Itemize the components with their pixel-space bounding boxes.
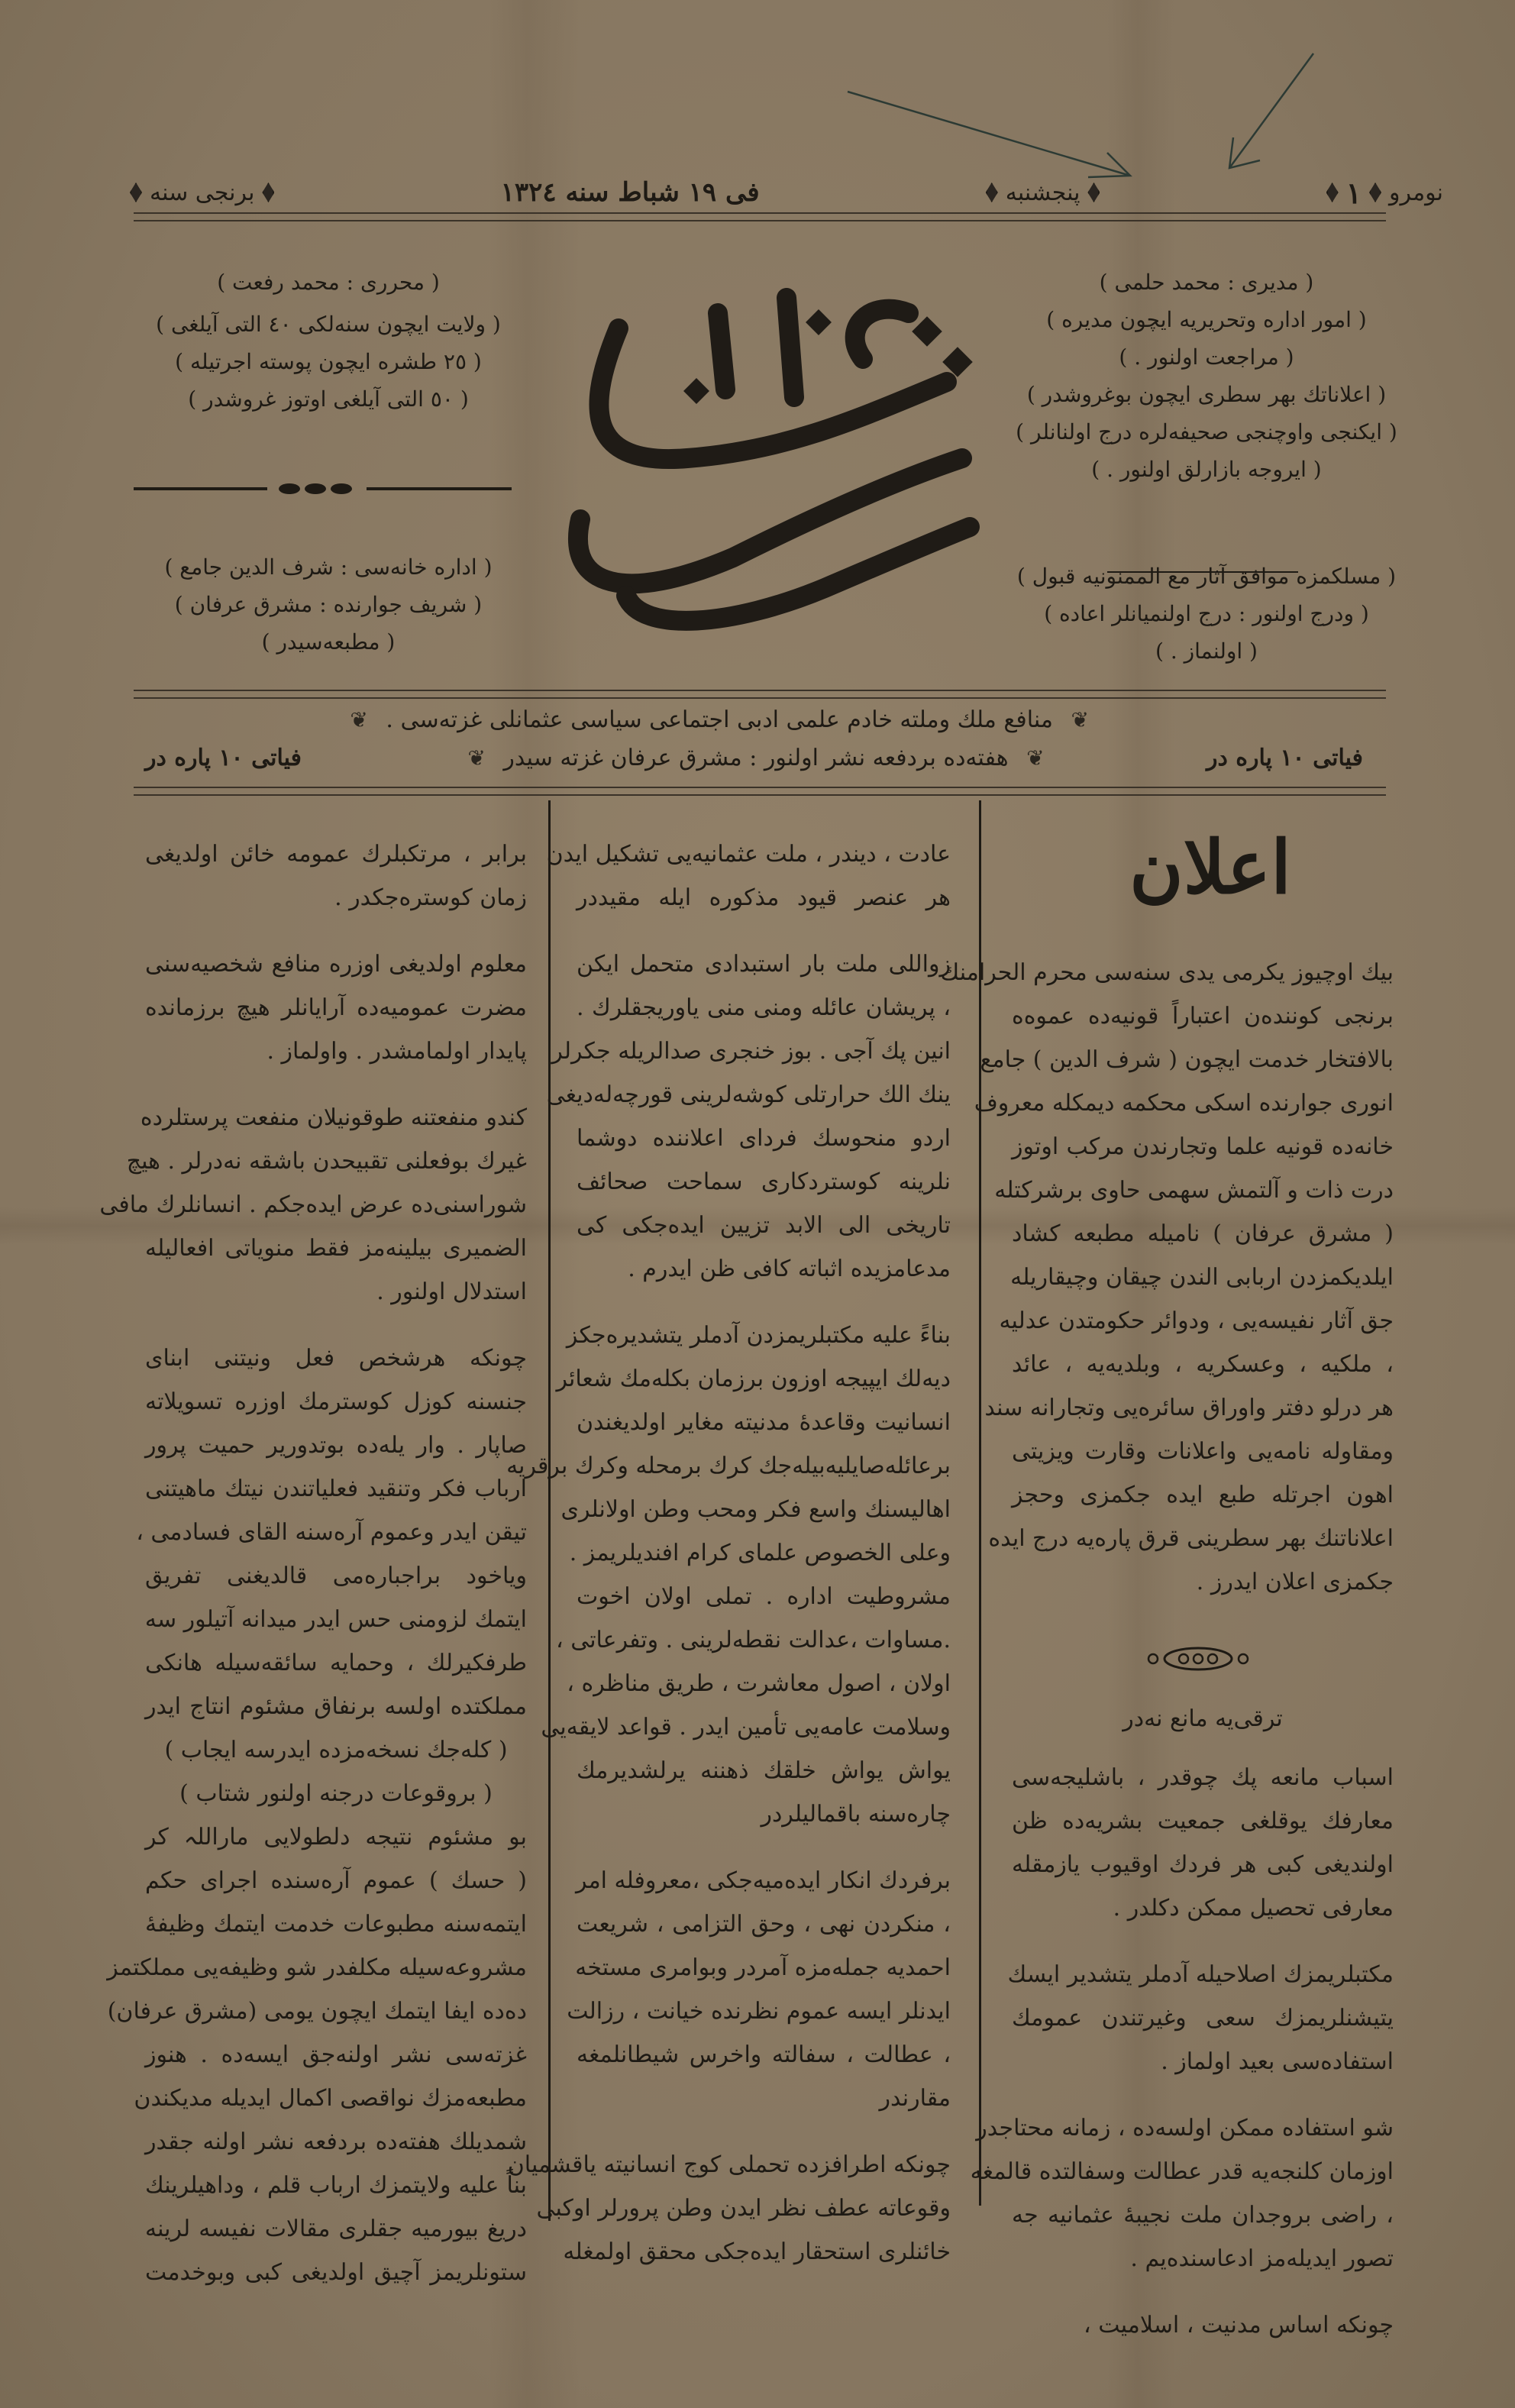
text-line: ستونلریمز آچیق اولدیغی کبی وبوخدمت <box>145 2259 527 2286</box>
text-line: اردو منحوسك فردای اعلاننده دوشما <box>577 1125 951 1152</box>
text-line: غزته‌سی نشر اولنه‌جق ایسه‌ده . هنوز <box>145 2041 527 2068</box>
text-line: ایدنلر ایسه عموم نظرنده خیانت ، رزالت <box>567 1998 951 2025</box>
left-column <box>99 832 527 2317</box>
left-paragraph <box>145 942 527 1073</box>
text-line: درت ذات و آلتمش سهمی حاوی برشرکتله <box>994 1177 1394 1204</box>
text-line: دیه‌لك ایپیجه اوزون برزمان بکله‌مك شعائر <box>556 1366 951 1392</box>
issue-number-label: نومرو <box>1389 179 1443 206</box>
text-line: پایدار اولمامشدر . واولماز . <box>266 1038 527 1065</box>
text-line: تیقن ایدر وعموم آره‌سنه القای فسادمی ، <box>136 1519 527 1546</box>
flourish-ornament-icon: ❦ <box>1026 745 1045 771</box>
issue-number <box>1326 176 1443 210</box>
article-title-text: ترقی‌یه مانع نه‌در <box>1123 1705 1283 1732</box>
verse-line: ( کله‌جك نسخه‌مزده ایدرسه ایجاب ) <box>164 1737 508 1763</box>
column-divider-left <box>548 800 551 2221</box>
left-paragraph <box>145 832 527 920</box>
text-line: بو مشئوم نتیجه دلطولایی ماراللہ کر <box>145 1824 527 1850</box>
left-ornamental-divider <box>367 487 512 490</box>
text-line: ( مشرق عرفان ) نامیله مطبعه کشاد <box>1012 1220 1394 1247</box>
text-line: معارفك یوقلغی جمعیت بشریه‌ده ظن <box>1012 1808 1394 1834</box>
text-line: ، راضی بروجدان ملت نجیبهٔ عثمانیه جه <box>1012 2202 1394 2229</box>
text-line: مکتبلریمزك اصلاحیله آدملر یتشدیر ایسك <box>1007 1961 1394 1988</box>
text-line: ویاخود براجباره‌می قالدیغنی تفریق <box>145 1563 527 1589</box>
office-location-line: ( اداره خانه‌سی : شرف الدین جامع ) <box>164 554 493 580</box>
issue-date <box>501 177 760 208</box>
middle-paragraph <box>506 1314 951 1836</box>
text-line: نلرینه کوستردکاری سماحت صحائف <box>577 1168 951 1195</box>
article-title <box>1012 1697 1394 1741</box>
press-line: ( مطبعه‌سیدر ) <box>261 629 396 655</box>
left-address-block <box>130 548 527 661</box>
text-line: اسباب مانعه پك چوقدر ، باشلیجه‌سی <box>1012 1764 1394 1791</box>
text-line: اوزمان کلنجه‌یه قدر عطالت وسفالتده قالمغه <box>970 2158 1394 2185</box>
text-line: چاره‌سنه باقمالیلردر <box>761 1801 951 1828</box>
date-text: فی ١٩ شباط سنه ١٣٢٤ <box>500 177 760 208</box>
header-double-rule <box>134 212 1386 221</box>
left-info-block <box>130 263 527 418</box>
text-line: مدعامزیده اثباته کافی ظن ایدرم . <box>628 1256 951 1282</box>
left-centered-verse <box>145 1728 527 1815</box>
text-line: استفاده‌سی بعید اولماز . <box>1161 2048 1394 2075</box>
correspondence-line-1: ( امور اداره وتحریریه ایچون مدیره ) <box>1046 307 1367 332</box>
left-paragraph <box>107 1815 527 2294</box>
text-line: شو استفاده ممکن اولسه‌ده ، زمانه محتاجدر <box>976 2115 1394 2141</box>
text-line: وعلی الخصوص علمای کرام افندیلریمز . <box>569 1540 951 1566</box>
text-line: استدلال اولنور . <box>376 1278 527 1305</box>
text-line: هر عنصر قیود مذکوره ایله مقیددر <box>577 884 951 911</box>
text-line: هر درلو دفتر واوراق سائره‌یی وتجارانه سند <box>984 1395 1394 1421</box>
pencil-arrow-annotation-right <box>1199 46 1321 176</box>
text-line: بالافتخار خدمت ایچون ( شرف الدین ) جامع <box>980 1046 1394 1073</box>
text-line: صاپار . وار یله‌ده بوتدوریر حمیت پرور <box>145 1432 527 1459</box>
text-line: .مساوات ،عدالت نقطه‌لرینی . وتفرعاتی ، <box>555 1627 951 1653</box>
issue-year <box>130 179 274 206</box>
text-line: ایلدیکمزدن اربابی الندن چیقان وچیقاریله <box>1010 1264 1394 1291</box>
middle-paragraph <box>507 2143 951 2274</box>
text-line: چونکه اساس مدنیت ، اسلامیت ، <box>1084 2312 1394 2339</box>
masthead-calligraphy <box>535 267 993 664</box>
weekday-text: پنجشنبه <box>1005 179 1081 206</box>
subscription-annual-line: ( ولایت ایچون سنه‌لکی ٤٠ التی آیلغی ) <box>156 312 501 337</box>
text-line: یتیشنلریمزك سعی وغیرتندن عمومك <box>1012 2005 1394 2031</box>
text-line: ایتمه‌سنه مطبوعات خدمت ایتمك وظیفهٔ <box>145 1911 527 1938</box>
knot-ornament-icon <box>331 483 352 494</box>
text-line: اهالیسنك واسع فکر ومحب وطن اولانلری <box>560 1496 951 1523</box>
ad-rate-line: ( اعلاناتك بهر سطری ایچون بوغروشدر ) <box>1026 382 1387 407</box>
text-line: انوری جوارنده اسکی محکمه دیمکله معروف <box>974 1090 1394 1117</box>
issue-meta-row <box>130 170 1443 215</box>
text-line: تاریخی الی الابد تزیین ایده‌جکی کی <box>577 1212 951 1239</box>
text-line: انسانیت وقاعدهٔ مدنیته مغایر اولدیغندن <box>577 1409 951 1436</box>
text-line: برنجی كوننده‌ن اعتباراً قونیه‌ده عموه‌ه <box>1012 1003 1394 1029</box>
flourish-ornament-icon: ❦ <box>350 707 368 732</box>
left-paragraph <box>136 1337 527 1728</box>
diamond-ornament-icon <box>1087 183 1100 202</box>
text-line: اولان ، اصول معاشرت ، طریق مناظره ، <box>567 1670 951 1697</box>
middle-paragraph <box>546 942 951 1291</box>
text-line: ایتمك لزومنی حس ایدر میدانه آتیلور سه <box>144 1606 527 1633</box>
text-line: معلوم اولدیغی اوزره منافع شخصیه‌سنی <box>145 951 527 978</box>
price-left: فیاتی ١٠ پاره در <box>145 745 302 771</box>
announcement-paragraph <box>940 951 1394 1604</box>
text-line: زمان کوستره‌جکدر . <box>334 884 527 911</box>
text-line: ارباب فکر وتنقید فعلیاتندن نیتك ماهیتنی <box>145 1476 527 1502</box>
text-line: مطبعه‌مزك نواقصی اکمال ایدیله مدیکندن <box>134 2085 527 2112</box>
text-line: ( حسك ) عموم آره‌سنده اجرای حکم <box>145 1867 527 1894</box>
submissions-line-3: ( اولنماز . ) <box>1155 638 1258 664</box>
diamond-ornament-icon <box>1326 183 1339 202</box>
article-paragraph <box>970 2106 1394 2280</box>
text-line: برابر ، مرتکبلرك عمومه خائن اولدیغی <box>145 841 527 868</box>
body-top-rule <box>134 787 1386 796</box>
subscription-postal-line: ( ٢٥ طشره ایچون پوسته اجرتیله ) <box>175 349 482 374</box>
text-line: چونکه هرشخص فعل ونیتنی ابنای <box>145 1345 527 1372</box>
text-line: بناً علیه ولایتمزك ارباب قلم ، وداهیلرینك <box>145 2172 527 2199</box>
article-paragraph <box>1012 2303 1394 2347</box>
text-line: ده‌ده ایفا ایتمك ایچون یومی (مشرق عرفان) <box>107 1998 527 2025</box>
text-line: خانه‌ده قونیه علما وتجارندن مرکب اوتوز <box>1012 1133 1394 1160</box>
text-line: بیك اوچیوز یکرمی یدی سنه‌سی محرم الحرامنك <box>940 959 1394 986</box>
diamond-ornament-icon <box>262 183 274 202</box>
text-line: اعلاناتنك بهر سطرینی قرق پاره‌یه درج ایده <box>988 1525 1394 1552</box>
text-line: مقارندر <box>879 2085 951 2112</box>
text-line: ومقاوله نامه‌یی واعلانات وقارت ویزیتی <box>1012 1438 1394 1465</box>
text-line: بناءً علیه مکتبلریمزدن آدملر یتشدیره‌جکز <box>566 1322 951 1349</box>
text-line: الضمیری بیلینه‌مز فقط منویاتی افعالیله <box>145 1235 527 1262</box>
text-line: جکمزی اعلان ایدرز . <box>1196 1569 1394 1595</box>
verse-line: ( بروقوعات درجنه اولنور شتاب ) <box>179 1780 493 1807</box>
text-line: اولندیغی کبی هر فردك اوقیوب یازمقله <box>1012 1851 1394 1878</box>
text-line: مشروطیت اداره . تملی اولان اخوت <box>577 1583 951 1610</box>
text-line: مملکتده اولسه برنفاق مشئوم انتاج ایدر <box>145 1693 527 1720</box>
article-paragraph <box>1007 1953 1394 2083</box>
issue-number-value: ١ <box>1345 175 1362 210</box>
left-ornamental-divider <box>134 487 267 490</box>
right-info-block <box>1008 263 1405 488</box>
newspaper-tagline <box>350 706 1100 733</box>
text-line: ، پریشان عائله ومنی منی یاوریجقلرك . <box>577 994 951 1021</box>
text-line: طرفکیرلك ، وحمایه سائقه‌سیله هانکی <box>145 1650 527 1676</box>
column-divider-right <box>979 800 981 2206</box>
knot-ornament-icon <box>279 483 300 494</box>
vignette-ornament-icon <box>1144 1644 1252 1674</box>
middle-paragraph <box>546 832 951 920</box>
issue-weekday <box>986 179 1100 206</box>
article-paragraph <box>1012 1756 1394 1930</box>
text-line: شمدیلك هفته‌ده بردفعه نشر اولنه جقدر <box>145 2128 527 2155</box>
text-line: جق آثار نفیسه‌یی ، ودوائر حکومتدن عدلیه <box>999 1307 1394 1334</box>
text-line: اهون اجرتله طبع ایده جکمزی وحجز <box>1012 1482 1394 1508</box>
text-line: چونکه اطرافزده تحملی کوج انسانیته یاقشمیان <box>507 2151 951 2178</box>
text-line: خائنلری استحقار ایده‌جکی محقق اولمغله <box>563 2238 951 2265</box>
knot-ornament-icon <box>305 483 326 494</box>
text-line: برعائله‌صایلیه‌بیله‌جك کرك برمحله وکرك برقریه <box>506 1453 951 1479</box>
text-line: ، منکردن نهی ، وحق التزامی ، شریعت <box>577 1911 951 1938</box>
text-line: معارفی تحصیل ممکن دکلدر . <box>1113 1895 1394 1922</box>
text-line: انین پك آجی . بوز خنجری صدالریله جکرلر <box>551 1038 951 1065</box>
pencil-arrow-annotation-left <box>825 76 1145 183</box>
text-line: وسلامت عامه‌یی تأمین ایدر . قواعد لایقه‌یی <box>541 1714 951 1741</box>
text-line: شوراسنی‌ده عرض ایده‌جکم . انسانلرك مافی <box>99 1191 527 1218</box>
diamond-ornament-icon <box>1369 183 1381 202</box>
text-line: مشروعه‌سیله مکلفدر شو وظیفه‌یی مملکتمز <box>107 1954 527 1981</box>
ad-bargain-line: ( ایروجه بازارلق اولنور . ) <box>1091 457 1322 482</box>
right-column-announcement <box>940 951 1394 1627</box>
text-line: ، عطالت ، سفالته واخرس شیطانلمغه <box>577 2041 951 2068</box>
year-label: برنجی سنه <box>150 179 255 206</box>
text-line: یواش یواش خلقك ذهننه یرلشدیرمك <box>577 1757 951 1784</box>
editor-line: ( محرری : محمد رفعت ) <box>217 270 440 295</box>
text-line: عادت ، دیندر ، ملت عثمانیه‌یی تشکیل ایدن <box>546 841 951 868</box>
text-line: غیرك بوفعلنی تقبیحدن باشقه نه‌درلر . هیچ <box>126 1148 527 1175</box>
text-line: تصور ایدیله‌مز ادعاسنده‌یم . <box>1130 2245 1394 2272</box>
flourish-ornament-icon: ❦ <box>467 745 486 771</box>
diamond-ornament-icon <box>130 183 142 202</box>
subscription-halfyear-line: ( ٥٠ التی آیلغی اوتوز غروشدر ) <box>188 386 469 412</box>
publication-frequency <box>428 745 1084 771</box>
submissions-line-1: ( مسلکمزه موافق آثار مع الممنونیه قبول ) <box>1016 564 1397 589</box>
right-submissions-block <box>1008 558 1405 670</box>
tagline-text: منافع ملك وملته خادم علمی ادبی اجتماعی سیاسی عثمانلی غزته‌سی . <box>386 706 1053 733</box>
text-line: مضرت عمومیه‌ده آرایانلر هیچ برزمانده <box>145 994 527 1021</box>
frequency-text: هفته‌ده بردفعه نشر اولنور : مشرق عرفان غزته سیدر <box>503 745 1009 771</box>
left-ornament-knots <box>279 483 352 494</box>
middle-column <box>506 832 951 2296</box>
diamond-ornament-icon <box>986 183 998 202</box>
left-paragraph <box>99 1096 527 1314</box>
text-line: دریغ بیورمیه جقلری مقالات نفیسه لرینه <box>145 2216 527 2242</box>
director-line: ( مدیری : محمد حلمی ) <box>1099 270 1314 295</box>
middle-paragraph <box>567 1859 951 2120</box>
text-line: کندو منفعتنه طوقونیلان منفعت پرستلرده <box>140 1104 527 1131</box>
submissions-line-2: ( ودرج اولنور : درج اولنمیانلر اعاده ) <box>1044 601 1369 626</box>
announcement-heading: اعلان <box>1129 823 1291 910</box>
text-line: احمدیه جمله‌مزه آمردر وبوامری مستخه <box>575 1954 951 1981</box>
text-line: برفردك انکار ایده‌میه‌جکی ،معروفله امر <box>576 1867 951 1894</box>
text-line: جنسنه کوزل کوسترمك اوزره تسویلاته <box>145 1388 527 1415</box>
text-line: ینك الك حرارتلی کوشه‌لرینی قورچه‌له‌دیغی <box>546 1081 951 1108</box>
text-line: وقوعاته عطف نظر ایدن وطن پرورلر اوکبی <box>536 2195 951 2222</box>
text-line: زواللی ملت بار استبدادی متحمل ایکن <box>577 951 951 978</box>
ad-pages-line: ( ایکنجی واوچنجی صحیفه‌لره درج اولنانلر ) <box>1016 419 1397 444</box>
masthead-bottom-rule <box>134 690 1386 699</box>
text-line: ، ملکیه ، وعسکریه ، وبلدیه‌یه ، عائد <box>1012 1351 1394 1378</box>
office-near-line: ( شریف جوارنده : مشرق عرفان ) <box>174 592 483 617</box>
right-column-article <box>970 1697 1394 2370</box>
price-right: فیاتی ١٠ پاره در <box>1207 745 1364 771</box>
correspondence-line-2: ( مراجعت اولنور . ) <box>1119 344 1294 370</box>
flourish-ornament-icon: ❦ <box>1071 707 1089 732</box>
